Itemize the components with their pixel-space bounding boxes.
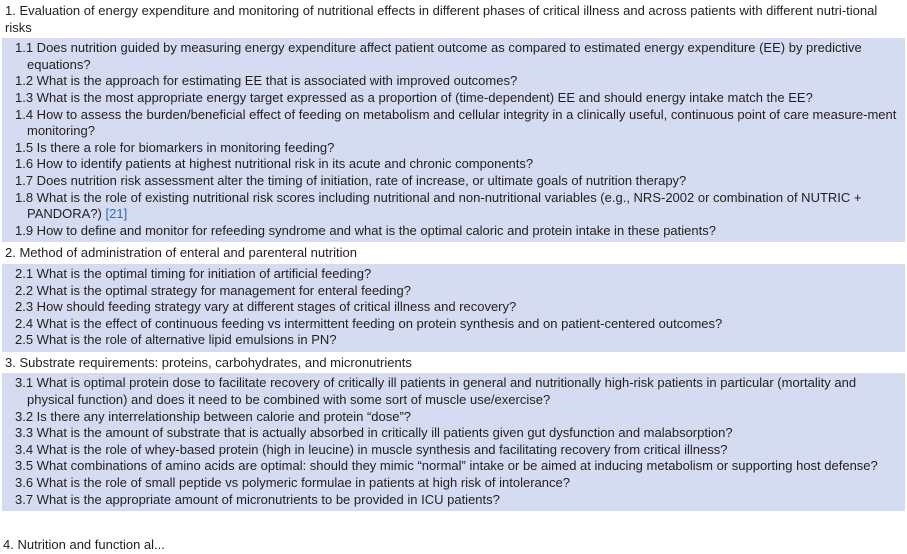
question-1-9: 1.9 How to define and monitor for refeeding syndrome and what is the optimal caloric and protein intake in these patients? <box>15 222 716 238</box>
section-heading-3: 3. Substrate requirements: proteins, carbohydrates, and micronutrients <box>2 352 905 374</box>
question-1-5: 1.5 Is there a role for biomarkers in monitoring feeding? <box>15 139 335 155</box>
question-2-2: 2.2 What is the optimal strategy for management for enteral feeding? <box>15 282 411 298</box>
section-3-questions <box>2 373 905 511</box>
question-1-8 <box>15 190 899 223</box>
question-1-8-text: 1.8 What is the role of existing nutritional risk scores including nutritional and non-nutritional variables (e.g., NRS-2002 or combination of NUTRIC + PANDORA?) <box>15 189 862 222</box>
question-3-6: 3.6 What is the role of small peptide vs polymeric formulae in patients at high risk of intolerance? <box>15 475 570 491</box>
question-3-2: 3.2 Is there any interrelationship between calorie and protein “dose”? <box>15 408 412 424</box>
question-2-5: 2.5 What is the role of alternative lipid emulsions in PN? <box>15 332 337 348</box>
question-3-3: 3.3 What is the amount of substrate that is actually absorbed in critically ill patients given gut dysfunction and malabsorption? <box>15 425 733 441</box>
question-3-5: 3.5 What combinations of amino acids are optimal: should they mimic “normal” intake or be aimed at inducing metabolism or supporting host defense? <box>15 458 878 474</box>
reference-link-21[interactable]: [21] <box>105 206 128 222</box>
section-2-questions <box>2 264 905 352</box>
question-1-4: 1.4 How to assess the burden/beneficial effect of feeding on metabolism and cellular integrity in a clinically useful, continuous point of care measure-ment monitoring? <box>15 106 897 139</box>
question-2-4: 2.4 What is the effect of continuous feeding vs intermittent feeding on protein synthesis and on patient-centered outcomes? <box>15 315 723 331</box>
question-3-7: 3.7 What is the appropriate amount of micronutrients to be provided in ICU patients? <box>15 491 500 507</box>
section-heading-4-cut-off: 4. Nutrition and function al... <box>3 537 165 552</box>
question-1-3: 1.3 What is the most appropriate energy target expressed as a proportion of (time-dependent) EE and should energy intake match the EE? <box>15 89 813 105</box>
question-1-7: 1.7 Does nutrition risk assessment alter the timing of initiation, rate of increase, or ultimate goals of nutrition therapy? <box>15 172 687 188</box>
question-1-6: 1.6 How to identify patients at highest nutritional risk in its acute and chronic components? <box>15 156 534 172</box>
question-3-4: 3.4 What is the role of whey-based protein (high in leucine) in muscle synthesis and facilitating recovery from critical illness? <box>15 441 728 457</box>
research-questions-table <box>2 0 905 511</box>
question-3-1: 3.1 What is optimal protein dose to facilitate recovery of critically ill patients in general and nutritionally high-risk patients in particular (mortality and physical function) and does it need to be combined with some sort of muscle use/exercise? <box>15 375 857 408</box>
section-heading-2: 2. Method of administration of enteral and parenteral nutrition <box>2 242 905 264</box>
section-heading-1: 1. Evaluation of energy expenditure and monitoring of nutritional effects in different phases of critical illness and across patients with different nutri-tional risks <box>2 0 905 38</box>
section-1-questions <box>2 38 905 242</box>
question-1-2: 1.2 What is the approach for estimating EE that is associated with improved outcomes? <box>15 73 518 89</box>
question-2-3: 2.3 How should feeding strategy vary at different stages of critical illness and recovery? <box>15 299 517 315</box>
question-2-1: 2.1 What is the optimal timing for initiation of artificial feeding? <box>15 265 372 281</box>
question-1-1: 1.1 Does nutrition guided by measuring energy expenditure affect patient outcome as compared to estimated energy expenditure (EE) by predictive equations? <box>15 40 862 72</box>
